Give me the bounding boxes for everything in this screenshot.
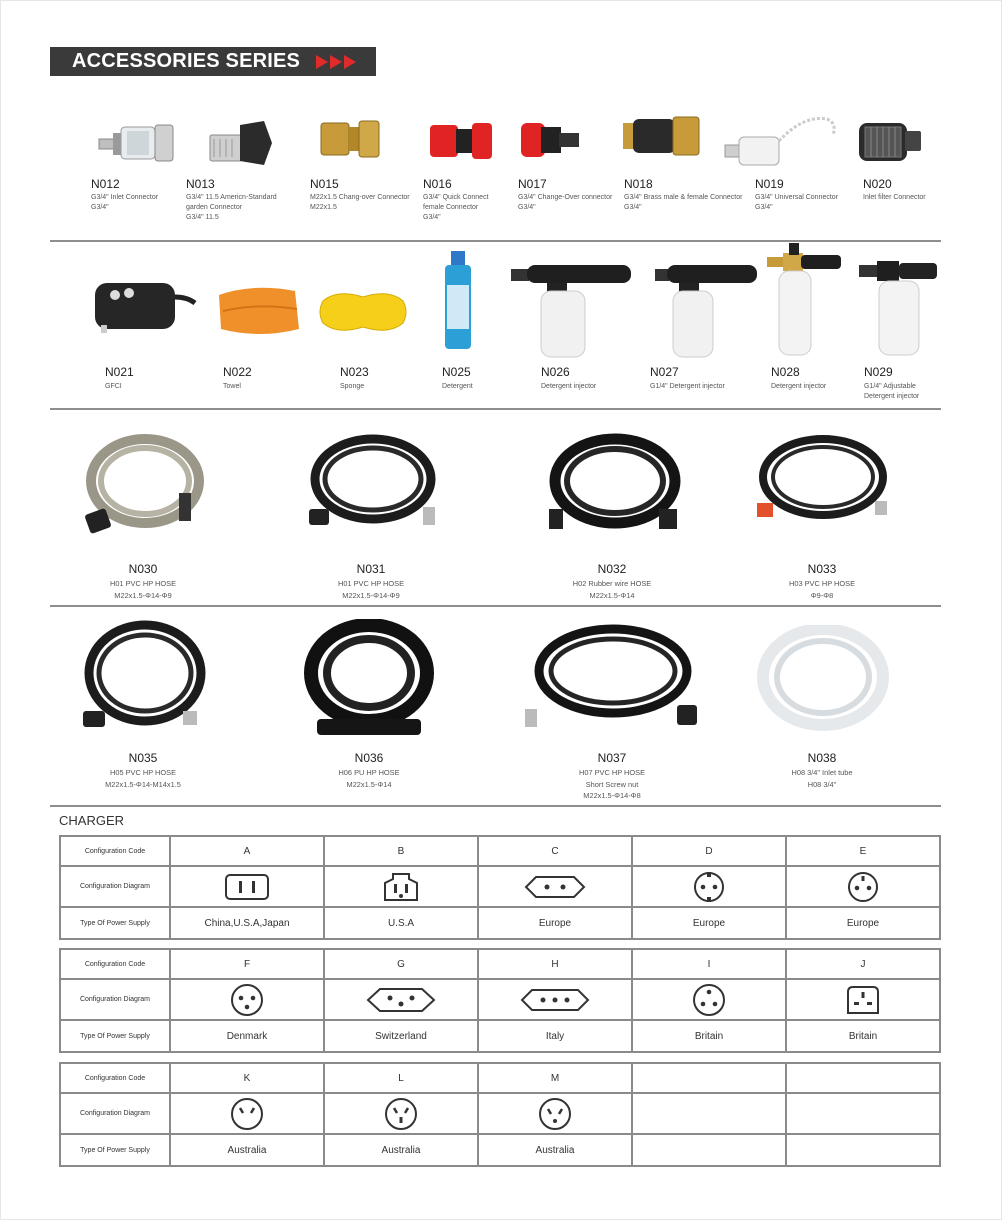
product-code: N023 — [340, 365, 369, 379]
triple-arrow-icon — [316, 55, 358, 69]
power-supply — [632, 1134, 786, 1166]
sponge-image — [317, 287, 409, 342]
product-desc: H03 PVC HP HOSE Φ9-Φ8 — [789, 579, 855, 600]
type-b-plug-icon — [381, 871, 421, 903]
product-code: N026 — [541, 365, 570, 379]
config-diagram-label: Configuration Diagram — [60, 979, 170, 1020]
product-desc: H06 PU HP HOSE M22x1.5-Φ14 — [338, 768, 400, 789]
type-f-plug-icon — [229, 982, 265, 1018]
product-desc: Towel — [223, 383, 241, 390]
pu-hose-coil-image — [303, 619, 435, 744]
adjustable-detergent-injector-image — [859, 253, 939, 362]
product-code: N028 — [771, 365, 800, 379]
power-supply: Europe — [632, 907, 786, 939]
product-desc: G3/4" Brass male & female Connector G3/4" — [624, 194, 743, 211]
type-d-plug-icon — [692, 870, 726, 904]
config-code: M — [478, 1063, 632, 1093]
config-code: D — [632, 836, 786, 866]
product-code: N027 — [650, 365, 679, 379]
power-supply: Italy — [478, 1020, 632, 1052]
config-code: B — [324, 836, 478, 866]
product-code: N033 — [807, 562, 837, 576]
config-code: H — [478, 949, 632, 979]
power-supply: Australia — [170, 1134, 324, 1166]
config-code: A — [170, 836, 324, 866]
product-code: N037 — [597, 751, 627, 765]
product-desc: G1/4" Adjustable Detergent injector — [864, 383, 920, 400]
product-code: N036 — [354, 751, 384, 765]
power-supply-label: Type Of Power Supply — [60, 1020, 170, 1052]
product-code: N030 — [128, 562, 158, 576]
product-code: N016 — [423, 177, 452, 191]
power-supply: Britain — [786, 1020, 940, 1052]
gfci-image — [91, 277, 197, 340]
type-h-plug-icon — [520, 987, 590, 1013]
config-code: E — [786, 836, 940, 866]
product-desc: GFCI — [105, 383, 122, 390]
product-desc: Detergent injector — [771, 383, 827, 390]
product-desc: H02 Rubber wire HOSE M22x1.5-Φ14 — [572, 579, 652, 600]
power-supply: Australia — [478, 1134, 632, 1166]
power-supply: Europe — [478, 907, 632, 939]
power-supply — [786, 1134, 940, 1166]
product-desc: H05 PVC HP HOSE M22x1.5-Φ14-M14x1.5 — [105, 768, 181, 789]
charger-table — [59, 948, 941, 1053]
towel-image — [213, 281, 303, 344]
config-code: I — [632, 949, 786, 979]
charger-title: CHARGER — [59, 813, 125, 828]
product-desc: Inlet filter Connector — [863, 194, 926, 201]
product-desc: G3/4" Inlet Connector G3/4" — [91, 194, 159, 211]
product-desc: G3/4" Change-Over connector G3/4" — [518, 194, 613, 211]
brass-male-female-connector-image — [621, 113, 701, 164]
power-supply: U.S.A — [324, 907, 478, 939]
config-code — [786, 1063, 940, 1093]
product-desc: H01 PVC HP HOSE M22x1.5-Φ14-Φ9 — [110, 579, 176, 600]
rubber-hose-coil-image — [547, 433, 683, 538]
config-code: J — [786, 949, 940, 979]
power-supply: China,U.S.A,Japan — [170, 907, 324, 939]
section-banner — [50, 47, 376, 76]
banner-title: ACCESSORIES SERIES — [72, 50, 301, 72]
config-diagram-label: Configuration Diagram — [60, 866, 170, 907]
product-code: N035 — [128, 751, 158, 765]
inlet-filter-image — [857, 119, 923, 170]
product-code: N032 — [597, 562, 627, 576]
config-code: K — [170, 1063, 324, 1093]
product-desc: G3/4" Universal Connector G3/4" — [755, 194, 839, 211]
product-code: N019 — [755, 177, 784, 191]
product-code: N015 — [310, 177, 339, 191]
product-code: N038 — [807, 751, 837, 765]
grey-hose-coil-image — [83, 429, 207, 544]
section-divider — [50, 240, 941, 242]
brass-changeover-connector-image — [319, 117, 381, 166]
product-desc: G3/4" Quick Connect female Connector G3/4" — [423, 194, 489, 221]
black-hose-coil-image — [307, 431, 439, 536]
product-code: N020 — [863, 177, 892, 191]
black-hose-coil-image — [81, 619, 207, 742]
config-code — [632, 1063, 786, 1093]
type-g-plug-icon — [366, 986, 436, 1014]
product-code: N017 — [518, 177, 547, 191]
american-garden-connector-image — [206, 113, 276, 176]
power-supply-label: Type Of Power Supply — [60, 907, 170, 939]
product-code: N012 — [91, 177, 120, 191]
power-supply: Europe — [786, 907, 940, 939]
product-code: N025 — [442, 365, 471, 379]
clear-inlet-tube-image — [757, 625, 889, 740]
section-divider — [50, 408, 941, 410]
config-code-label: Configuration Code — [60, 949, 170, 979]
config-code: G — [324, 949, 478, 979]
power-supply: Britain — [632, 1020, 786, 1052]
section-divider — [50, 605, 941, 607]
detergent-bottle-image — [441, 251, 475, 356]
quick-connect-female-image — [428, 119, 494, 168]
product-desc: G3/4" 11.5 Americn-Standard garden Connector G3/4" 11.5 — [186, 194, 277, 221]
charger-table — [59, 1062, 941, 1167]
product-desc: M22x1.5 Chang-over Connector M22x1.5 — [310, 194, 410, 211]
power-supply: Australia — [324, 1134, 478, 1166]
config-diagram-label: Configuration Diagram — [60, 1093, 170, 1134]
change-over-connector-image — [519, 117, 581, 168]
power-supply: Denmark — [170, 1020, 324, 1052]
config-code-label: Configuration Code — [60, 836, 170, 866]
config-code: C — [478, 836, 632, 866]
charger-table — [59, 835, 941, 940]
product-code: N029 — [864, 365, 893, 379]
product-code: N031 — [356, 562, 386, 576]
inlet-connector-image — [97, 117, 177, 172]
config-code: L — [324, 1063, 478, 1093]
type-i-plug-icon — [691, 982, 727, 1018]
product-desc: H07 PVC HP HOSE Short Screw nut M22x1.5-Φ14-Φ8 — [579, 768, 645, 800]
pvc-hose-coil-image — [755, 433, 891, 532]
product-code: N021 — [105, 365, 134, 379]
type-l-plug-icon — [383, 1096, 419, 1132]
product-code: N022 — [223, 365, 252, 379]
config-code-label: Configuration Code — [60, 1063, 170, 1093]
power-supply-label: Type Of Power Supply — [60, 1134, 170, 1166]
product-desc: G1/4" Detergent injector — [650, 383, 725, 390]
product-desc: Detergent injector — [541, 383, 597, 390]
product-code: N013 — [186, 177, 215, 191]
type-j-plug-icon — [845, 984, 881, 1016]
section-divider — [50, 805, 941, 807]
type-a-plug-icon — [223, 872, 271, 902]
brass-detergent-injector-image — [767, 243, 843, 362]
product-desc: Detergent — [442, 383, 473, 390]
type-e-plug-icon — [846, 870, 880, 904]
type-c-plug-icon — [524, 874, 586, 900]
short-screw-hose-coil-image — [521, 621, 701, 736]
detergent-injector-image — [653, 263, 759, 364]
config-code: F — [170, 949, 324, 979]
detergent-injector-image — [507, 263, 635, 364]
product-desc: Sponge — [340, 383, 365, 390]
type-m-plug-icon — [537, 1096, 573, 1132]
product-desc: H01 PVC HP HOSE M22x1.5-Φ14-Φ9 — [338, 579, 404, 600]
product-desc: H08 3/4" Inlet tube H08 3/4" — [791, 768, 853, 789]
type-k-plug-icon — [229, 1096, 265, 1132]
power-supply: Switzerland — [324, 1020, 478, 1052]
product-code: N018 — [624, 177, 653, 191]
universal-connector-image — [723, 111, 841, 174]
